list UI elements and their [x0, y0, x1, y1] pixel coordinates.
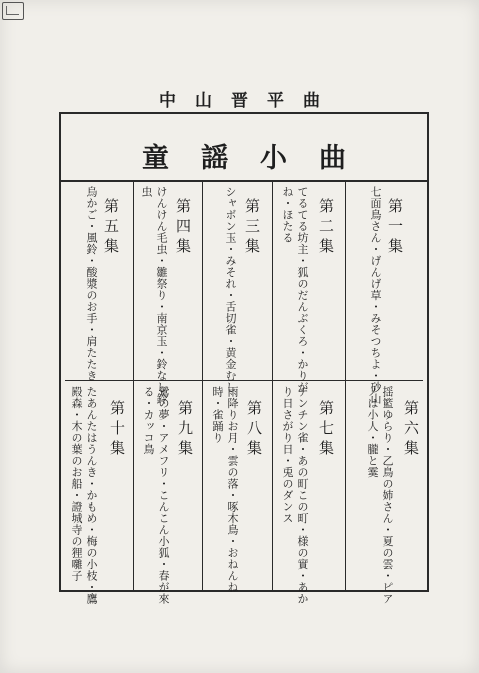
volume-8: [202, 380, 272, 593]
volume-songs: 揺籃ゆらり・乙鳥の姉さん・夏の雲・ピアノは小人・朧と霙: [366, 386, 394, 605]
volume-label: 第七集: [317, 400, 335, 460]
volume-label: 第八集: [245, 400, 263, 460]
volume-10: [61, 380, 133, 605]
volume-songs: シャボン玉・みそれ・舌切雀・黄金むし: [224, 186, 237, 393]
volume-songs: 鶯の夢・アメフリ・こんこん小狐・春が來る・カッコ鳥: [142, 386, 170, 605]
volume-songs: 雨降りお月・雲の落・啄木鳥・おねんね時・雀踊り: [211, 386, 239, 593]
volume-songs: 烏かご・風鈴・酸漿のお手・肩たたき: [85, 186, 98, 382]
volume-label: 第九集: [176, 400, 194, 460]
volume-5: [61, 180, 133, 380]
volume-label: 第十集: [108, 400, 126, 460]
volume-label: 第一集: [386, 198, 404, 258]
volume-songs: けんけん毛虫・雛祭り・南京玉・鈴なし鈴虫: [140, 186, 168, 405]
scan-corner-mark: [2, 2, 24, 20]
volume-4: [133, 180, 202, 405]
volume-label: 第三集: [243, 198, 261, 258]
volume-7: [272, 380, 345, 605]
volume-6: [345, 380, 427, 605]
frame-title: 童謡小曲: [142, 143, 378, 174]
volume-songs: てるてる坊主・狐のだんぶくろ・かりがね・ほたる: [281, 186, 309, 393]
volume-1: [345, 180, 427, 405]
contents-frame: [59, 112, 429, 605]
volume-label: 第五集: [102, 198, 120, 258]
volume-label: 第二集: [317, 198, 335, 258]
volume-3: [202, 180, 272, 393]
volume-9: [133, 380, 202, 605]
volume-label: 第六集: [402, 400, 420, 460]
volume-songs: たあんたはうんき・かもめ・梅の小枝・鷹殿森・木の葉のお船・證城寺の狸囃子: [70, 386, 98, 605]
volume-2: [272, 180, 345, 393]
volume-label: 第四集: [174, 198, 192, 258]
author-line: 中山晋平曲: [159, 91, 339, 111]
volume-songs: 七面鳥さん・げんげ草・みそつちよ・砂山: [369, 186, 382, 405]
volume-songs: チンチン雀・あの町この町・様の實・あかり日さがり日・兎のダンス: [281, 386, 309, 605]
